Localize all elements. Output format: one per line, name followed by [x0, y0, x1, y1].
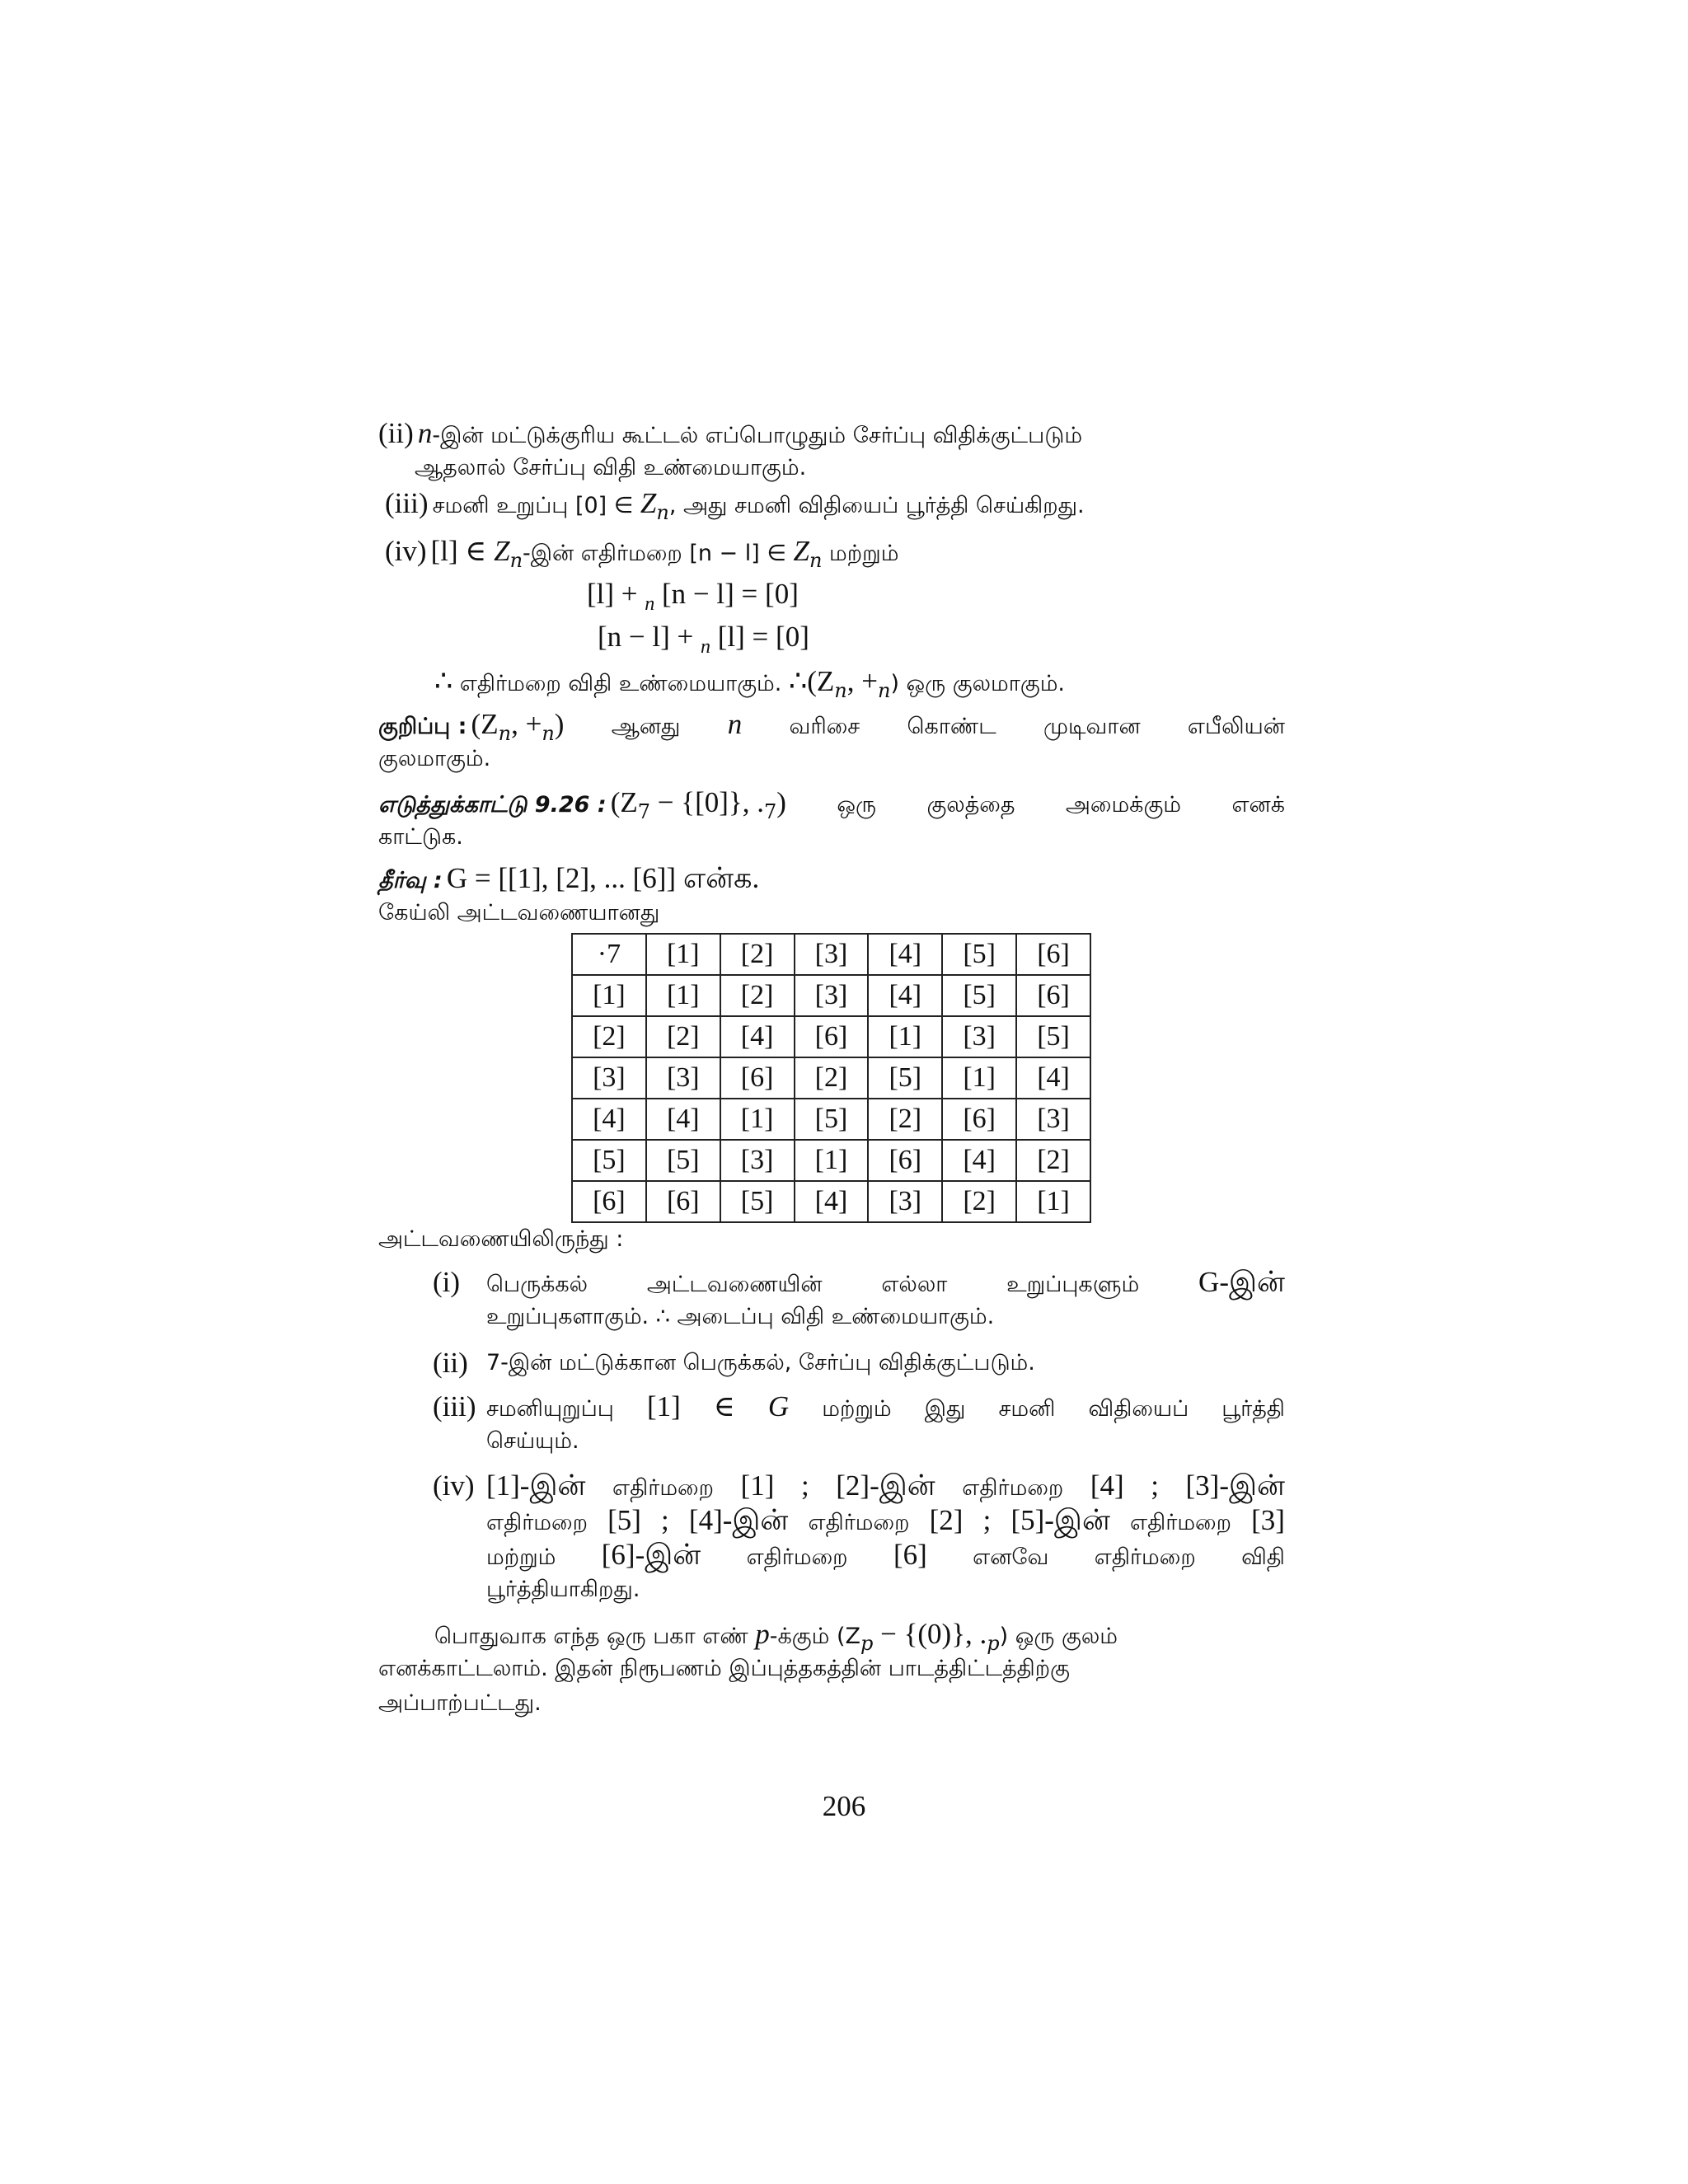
from-table-heading: அட்டவணையிலிருந்து :	[378, 1226, 624, 1252]
conclusion-line: ∴ எதிர்மறை விதி உண்மையாகும். $\therefore(Z_n$, $+_n$) ஒரு குலமாகும்.	[434, 665, 1066, 702]
table-row	[572, 1099, 1090, 1140]
table-cell: [3]	[795, 975, 869, 1016]
solution-line: தீர்வு : G = [[1], [2], ... [6]] என்க.	[378, 862, 760, 894]
table-cell: [4]	[1016, 1057, 1090, 1099]
table-cell: [3]	[720, 1140, 795, 1181]
table-cell: [3]	[572, 1057, 646, 1099]
table-row	[572, 1140, 1090, 1181]
table-cell: [1]	[572, 975, 646, 1016]
table-cell: [5]	[646, 1140, 720, 1181]
table-row	[572, 1016, 1090, 1057]
table-cell: [1]	[646, 934, 720, 975]
table-cell: [2]	[1016, 1140, 1090, 1181]
table-cell: [5]	[942, 975, 1016, 1016]
table-cell: [6]	[1016, 975, 1090, 1016]
point-i-line2: உறுப்புகளாகும். ∴ அடைப்பு விதி உண்மையாகும்.	[486, 1304, 995, 1329]
table-cell: [4]	[572, 1099, 646, 1140]
point-iii-line2: செய்யும்.	[486, 1428, 579, 1454]
point-i-line1: பெருக்கல் அட்டவணையின் எல்லா உறுப்புகளும் G-இன்	[486, 1266, 1285, 1298]
table-cell: [2]	[720, 934, 795, 975]
table-header-row	[572, 934, 1090, 975]
point-i-label: (i)	[433, 1266, 461, 1298]
table-cell: [6]	[646, 1181, 720, 1222]
para-iv: (iv) [l] ∈ $Z_n-இன்$ எதிர்மறை [n − l] ∈ $Z_n$ மற்றும்	[385, 535, 899, 572]
point-iv-line3: மற்றும் [6]-இன் எதிர்மறை [6] எனவே எதிர்மறை விதி	[486, 1539, 1285, 1571]
example-line2: காட்டுக.	[378, 824, 463, 850]
point-iv-line4: பூர்த்தியாகிறது.	[486, 1577, 640, 1602]
table-cell: [4]	[795, 1181, 869, 1222]
table-cell: [3]	[1016, 1099, 1090, 1140]
point-iii-line1: சமனியுறுப்பு [1] ∈ G மற்றும் இது சமனி விதியைப் பூர்த்தி	[486, 1390, 1285, 1422]
table-cell: [5]	[868, 1057, 942, 1099]
table-cell: [6]	[1016, 934, 1090, 975]
table-cell: [4]	[868, 934, 942, 975]
table-cell: [2]	[942, 1181, 1016, 1222]
table-cell: [1]	[942, 1057, 1016, 1099]
table-cell: [6]	[795, 1016, 869, 1057]
table-cell: [1]	[795, 1140, 869, 1181]
table-cell: [3]	[646, 1057, 720, 1099]
table-cell: [2]	[572, 1016, 646, 1057]
table-cell: [1]	[1016, 1181, 1090, 1222]
table-cell: [2]	[646, 1016, 720, 1057]
closing-line2: எனக்காட்டலாம். இதன் நிரூபணம் இப்புத்தகத்தின் பாடத்திட்டத்திற்கு	[378, 1656, 1070, 1681]
table-cell: [5]	[720, 1181, 795, 1222]
point-iv-line2: எதிர்மறை [5] ; [4]-இன் எதிர்மறை [2] ; [5]-இன் எதிர்மறை [3]	[486, 1504, 1285, 1536]
point-iv-label: (iv)	[433, 1469, 475, 1502]
table-cell: [5]	[572, 1140, 646, 1181]
table-cell: [3]	[942, 1016, 1016, 1057]
table-cell: [2]	[868, 1099, 942, 1140]
point-iv-line1: [1]-இன் எதிர்மறை [1] ; [2]-இன் எதிர்மறை [4] ; [3]-இன்	[486, 1469, 1285, 1502]
point-iii-label: (iii)	[433, 1390, 476, 1422]
table-cell: ·7	[572, 934, 646, 975]
table-cell: [4]	[868, 975, 942, 1016]
table-cell: [1]	[720, 1099, 795, 1140]
table-cell: [3]	[795, 934, 869, 975]
equation-1: [l] + $_n$ [n − l] = [0]	[587, 578, 799, 615]
note-line1: குறிப்பு : ($Z_n$, $+_n$) ஆனது n வரிசை கொண்ட முடிவான எபீலியன்	[378, 708, 1285, 745]
table-cell: [6]	[942, 1099, 1016, 1140]
table-cell: [5]	[1016, 1016, 1090, 1057]
table-cell: [4]	[646, 1099, 720, 1140]
table-cell: [2]	[795, 1057, 869, 1099]
para-ii-line2: ஆதலால் சேர்ப்பு விதி உண்மையாகும்.	[415, 455, 807, 480]
para-iii: (iii) சமனி உறுப்பு [0] ∈ $Z_n$, அது சமனி விதியைப் பூர்த்தி செய்கிறது.	[385, 487, 1085, 524]
table-cell: [4]	[720, 1016, 795, 1057]
table-row	[572, 1057, 1090, 1099]
note-line2: குலமாகும்.	[378, 746, 491, 771]
table-row	[572, 1181, 1090, 1222]
table-cell: [4]	[942, 1140, 1016, 1181]
table-cell: [5]	[942, 934, 1016, 975]
page-number: 206	[822, 1790, 866, 1822]
table-cell: [5]	[795, 1099, 869, 1140]
para-ii-line1: (ii) n-இன் மட்டுக்குரிய கூட்டல் எப்பொழுதும் சேர்ப்பு விதிக்குட்படும்	[378, 417, 1083, 449]
point-ii-label: (ii)	[433, 1347, 468, 1379]
table-cell: [3]	[868, 1181, 942, 1222]
table-cell: [6]	[572, 1181, 646, 1222]
table-cell: [2]	[720, 975, 795, 1016]
table-cell: [1]	[646, 975, 720, 1016]
table-cell: [6]	[720, 1057, 795, 1099]
table-cell: [1]	[868, 1016, 942, 1057]
closing-line1: பொதுவாக எந்த ஒரு பகா எண் p-க்கும் ($Z_p - \{(0)\}$, $._p$) ஒரு குலம்	[434, 1618, 1118, 1655]
point-ii-text: 7-இன் மட்டுக்கான பெருக்கல், சேர்ப்பு விதிக்குட்படும்.	[486, 1350, 1035, 1376]
table-cell: [6]	[868, 1140, 942, 1181]
cayley-table	[571, 933, 1091, 1223]
table-intro: கேய்லி அட்டவணையானது	[378, 900, 660, 926]
table-row	[572, 975, 1090, 1016]
closing-line3: அப்பாற்பட்டது.	[378, 1690, 542, 1716]
example-line1: எடுத்துக்காட்டு 9.26 : ($Z_7 - \{[0]\}$, $._7$) ஒரு குலத்தை அமைக்கும் எனக்	[378, 786, 1285, 823]
equation-2: [n − l] + $_n$ [l] = [0]	[598, 621, 809, 658]
